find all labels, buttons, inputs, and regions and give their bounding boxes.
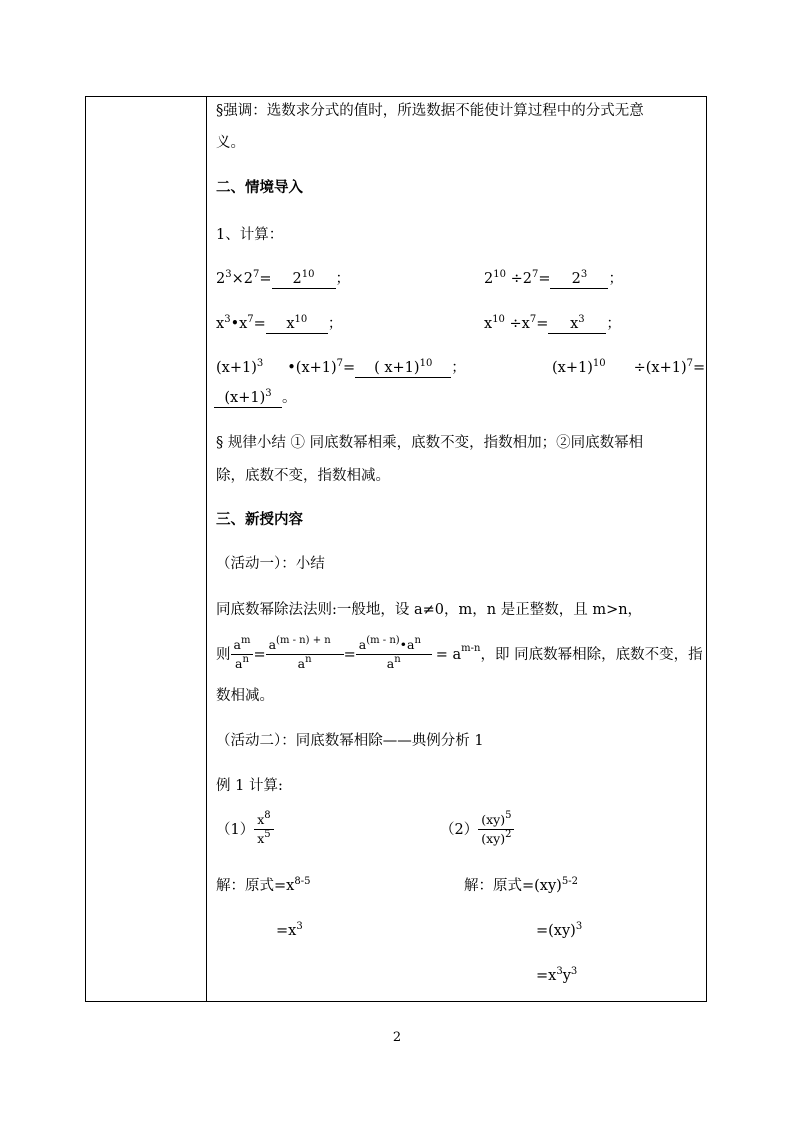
activity1-title: （活动一）：小结 xyxy=(216,556,325,572)
example-label: 例 1 计算: xyxy=(216,778,283,794)
calc-row1-left-answer: $2^{10}$ xyxy=(272,272,336,289)
section-2-heading: 二、情境导入 xyxy=(216,179,303,196)
section-3-heading: 三、新授内容 xyxy=(216,511,303,528)
fraction-sum-exponent: $\frac{a^{(m - n) + n}}{a^n}$ xyxy=(266,639,344,671)
calc-row4-answer: $(x+1)^3$ xyxy=(214,391,282,408)
calc-row2-left: $x^3•x^7= x^{10}$ ； xyxy=(216,314,343,332)
calc-row2-right: $x^{10} \div x^7= x^3$ ； xyxy=(484,314,621,332)
solution-2-step: =(xy)$^3$ xyxy=(536,921,583,939)
activity2-title: （活动二）：同底数幂相除——典例分析 1 xyxy=(216,733,484,749)
emphasis-line-2: 义。 xyxy=(216,135,245,151)
rule-summary-line-1: § 规律小结 ① 同底数幂相乘，底数不变，指数相加；②同底数幂相 xyxy=(216,435,644,451)
calc-label: 1、计算： xyxy=(216,227,284,243)
calc-row4: $(x+1)^3$ 。 xyxy=(214,391,297,408)
rule-summary-line-2: 除，底数不变，指数相减。 xyxy=(216,468,390,484)
division-rule-line: 同底数幂除法法则:一般地，设 a≠0，m，n 是正整数，且 m>n， xyxy=(216,602,643,618)
example-problem-1: （1） $\frac{x^8}{x^5}$ xyxy=(216,814,274,846)
calc-row1-right-answer: $2^3$ xyxy=(550,272,608,289)
example-problem-2: （2） $\frac{(xy)^5}{(xy)^2}$ xyxy=(440,814,514,846)
column-divider xyxy=(206,97,207,1001)
calc-row2-right-answer: $x^3$ xyxy=(548,317,606,334)
calc-row2-left-answer: $x^{10}$ xyxy=(266,317,328,334)
page-number: 2 xyxy=(392,1030,402,1045)
division-rule-formula: 则 $\frac{a^m}{a^n}$ = $\frac{a^{(m - n) + n}}{a^n}$ = $\frac{a^{(m - n)}•a^n}{a^n}$ = a $^{m-n}$ ，即 同底数幂相除，底数不变，指 xyxy=(216,635,703,671)
calc-row3-left-answer: ( x+1)$^{10}$ xyxy=(355,361,451,378)
solution-1-step: $=x^3$ xyxy=(276,921,303,939)
fraction-x8-over-x5: $\frac{x^8}{x^5}$ xyxy=(254,814,273,846)
fraction-xy5-over-xy2: $\frac{(xy)^5}{(xy)^2}$ xyxy=(478,814,514,846)
calc-row1-left: $2^3\times 2^7= 2^{10}$ ； xyxy=(216,269,351,287)
solution-2-final: $=x^3y^3$ xyxy=(536,966,578,984)
content-table xyxy=(85,96,707,1002)
calc-row3-left: $(x+1)^3$ $•(x+1)^7=$ ( x+1)$^{10}$ ； xyxy=(216,358,466,376)
division-rule-line-end: 数相减。 xyxy=(216,688,274,704)
solution-1: 解：原式$=x^{8-5}$ xyxy=(216,876,311,894)
solution-2: 解：原式=(xy)$^{5-2}$ xyxy=(464,876,578,894)
calc-row1-right: $2^{10} \div 2^7= 2^3$ ； xyxy=(484,269,623,287)
fraction-am-over-an: $\frac{a^m}{a^n}$ xyxy=(231,639,254,671)
emphasis-line-1: §强调：选数求分式的值时，所选数据不能使计算过程中的分式无意 xyxy=(216,103,644,119)
fraction-product-form: $\frac{a^{(m - n)}•a^n}{a^n}$ xyxy=(356,639,432,671)
calc-row3-right: $(x+1)^{10} \div(x+1)^7=$ xyxy=(552,358,706,376)
